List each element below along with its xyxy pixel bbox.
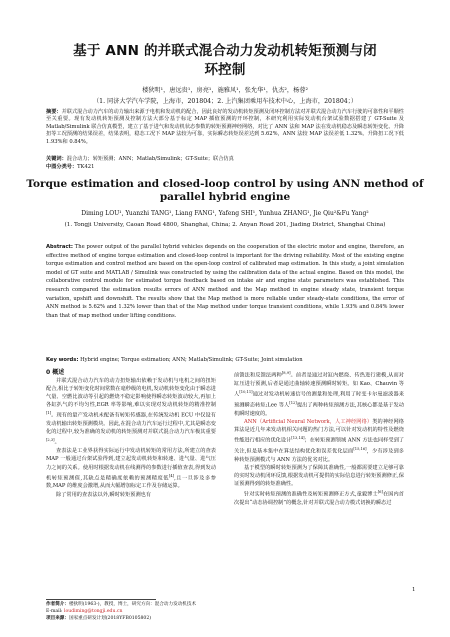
english-authors: Diming LOU¹, Yuanzhi TANG¹, Liang FANG¹, Yafeng SHI¹, Yunhua ZHANG¹, Jie Qiu²&Fu Yang² [81,210,369,217]
citation: [12] [289,400,297,405]
chinese-keywords-text: 混合动力；转矩预测；ANN；Matlab/Simulink；GT-Suite；联合仿真 [66,156,234,162]
english-title-line-1: Torque estimation and closed-loop control by using ANN method of [26,178,424,190]
english-keywords-text: Hybrid engine; Torque estimation; ANN; Matlab/Simulink; GT-Suite; Joint simulation [80,357,303,363]
chinese-title-line-2: 环控制 [204,62,246,78]
chinese-abstract [46,109,404,146]
chinese-title [20,42,430,80]
paragraph: ANN（Artificial Neural Network，人工神经网络）类的神经网络算法是近几年来发动机相关问题的热门方法,可以针对发动机的特性及燃烧性能进行相应的优化设计[13,14]；在转矩预测领域 ANN 方法也同样受到了关注,但是基本集中在算法结构优化和误差优化层面[15,16]，少有涉及到多种转矩预测模式与 ANN 方法的优劣对比。 [234,418,404,463]
footnote-author: 作者简介：楼狄明(1963-)，教授，博士，研究方向：混合动力发动机技术 [46,602,197,607]
chinese-keywords-label: 关键词： [46,156,67,162]
chinese-authors: 楼狄明¹，唐远贵¹，房亮¹，施雅风¹，张允华¹，仇杰²，杨蓉² [142,87,308,94]
chinese-keywords [46,156,404,163]
english-abstract [46,243,404,320]
chinese-classification [46,164,404,171]
chinese-title-line-1: 基于 ANN 的并联式混合动力发动机转矩预测与闭 [73,43,377,59]
citation: [4] [168,473,175,478]
english-keywords-label: Key words: [46,357,79,363]
page-number: 1 [412,587,416,593]
english-title [20,178,430,204]
english-abstract-text: The power output of the parallel hybrid vehicles depends on the cooperation of the electric motor and engine, therefore, an effective method of engine torque estimation and closed-loop control is important for the driving reliability. Most of the existing engine torque estimation and control method are based on the open-loop control of calibrated map estimation. In this study, a joint simulation model of GT suite and MATLAB / Simulink was constructed by using the calibration data of the actual engine. Based on this model, the collaborative control module for estimated torque feedback based on intake air and engine state parameters was established. This research compared the estimation results errors of ANN method and the Map method in engine steady state, transient torque variation, upshift and downshift. The results show that the Map method is more reliable under steady-state conditions, the error of ANN method is 5.62% and 1.32% lower than that of the Map method under torque transient conditions, while 1.93% and 0.84% lower than that of map method under lifting conditions. [46,244,405,319]
paragraph: 除了常用的查表法以外,瞬时转矩预测也有 [56,491,152,498]
citation: [1] [46,411,52,416]
highlighted-term: ANN（Artificial Neural Network，人工神经网络） [244,418,373,425]
paragraph: 基于模型的瞬时转矩预测为了保障其准确性,一般都需要建立足够可靠的实时发动机闭环反馈,根据发动机可提供的实际信息进行转矩预测修正,保证预测得到的转矩准确性。 [234,464,404,487]
citation: [13,14] [291,435,305,440]
body-column-right [234,369,404,507]
english-title-line-2: parallel hybrid engine [159,191,291,203]
clc-text: TK421 [77,164,95,170]
paragraph: 并联式混合动力汽车的动力扭矩输出依赖于发动机与电机之间的扭矩配合,相比于转矩变化时间常数在毫秒级的电机,发动机转矩变化由于瞬态进气量、空燃比波动等引起的燃烧不稳定影响使得瞬态转矩波动较大,再加上各缸扒气的不均匀性,EGR 率等影响,难以实现对发动机转矩的精准控制[1]。现有的量产发动机未配备有转矩传感器,在传统发动机 ECU 中仅设有发动机输出转矩预测模块。因此,在混合动力汽车运行过程中,尤其是瞬态变化的过程中,较为准确的发动机的转矩预测对并联式混合动力汽车极其重要[2,3]。 [46,378,216,447]
citation: [10,11] [239,389,253,394]
citation: [2,3] [46,438,55,443]
citation: [8,9] [281,371,291,375]
english-abstract-label: Abstract: [46,244,73,250]
english-keywords [46,356,404,364]
paragraph: 前馈法和反馈法两种[8,9]。前者是通过对缸内燃烧、传热进行建模,从而对缸压进行预测,后者是通过曲轴转速预测瞬时转矩。如 Kao、Chauvin 等人[10,11]通过对发动机转速信号的测量和处理,利用了时变卡尔曼滤波器来预测瞬态转矩;Lee 等人[12]提出了两种转矩预测方法,其核心都是基于发动机瞬时速度的。 [234,371,404,417]
footnote-email: E-mail: loudiming@tongji.edu.cn [46,609,123,614]
clc-label: 中图分类号： [46,164,78,170]
section-heading: 0 概述 [46,369,65,376]
body-column-left [46,369,216,499]
footnote-funding: 项目来源：国家重点研发计划(2018YFB0105802) [46,616,152,621]
paragraph: 针对实时转矩预测的准确性及转矩预测修正方式,童毅博士[6]在国内首次提出“动态协调控制”的概念,针对并联式混合动力模式切换的瞬态过 [234,489,404,506]
paragraph: 查表法是工业界获得实际运行中发动机转矩的常用方法,所建立的查表 MAP 一般通过台架试验得到,建立起发动机转矩和转速、进气量、进气压力之间的关系。使用时根据发动机在线测得的参数进行插值查表,得到发动机转矩预测值,其缺点是精确度依赖的预测精度低[4],且一旦涉及多参数,MAP 的维度会激增,从而大幅增加标定工作及存储运算。 [46,448,216,490]
chinese-affiliation: （1. 同济大学汽车学院，上海市，201804；2. 上汽集团乘用车技术中心，上海市，201804；） [92,98,358,105]
chinese-abstract-text: 并联式混合动力汽车的动力输出来源于电机和发动机的配合，因此良好的发动机转矩预测及闭环控制方法对并联式混合动力汽车行驶的可靠性和平顺性至关重要。现有发动机转矩预测及控制方法大部分基于标定 MAP 插值预测的开环控制，本研究利用实际发动机台架试验数据搭建了 GT-Suite 及 Matlab/Simulink 联合仿真模型，建立了基于进气和发动机状态参数的转矩预测神经网络，对比了 ANN 法和 MAP 法在发动机稳态及瞬态转矩变化、升降扭等工况预测的结果误差，结果表明，稳态工况下 MAP 法较为可靠，实际瞬态转矩误差达到 5.62%，ANN 法较 MAP 法误差低 1.32%。升降扭工况下低 1.93%和 0.84%。 [46,109,404,145]
citation: [6] [377,489,383,494]
english-affiliation: (1. Tongji University, Caoan Road 4800, Shanghai, China; 2. Anyan Road 201, Jiading District, Shanghai China) [64,222,386,228]
footnote-divider [46,599,156,600]
citation: [15,16] [353,446,367,451]
email-link[interactable]: loudiming@tongji.edu.cn [64,609,123,614]
chinese-abstract-label: 摘要： [46,109,62,115]
